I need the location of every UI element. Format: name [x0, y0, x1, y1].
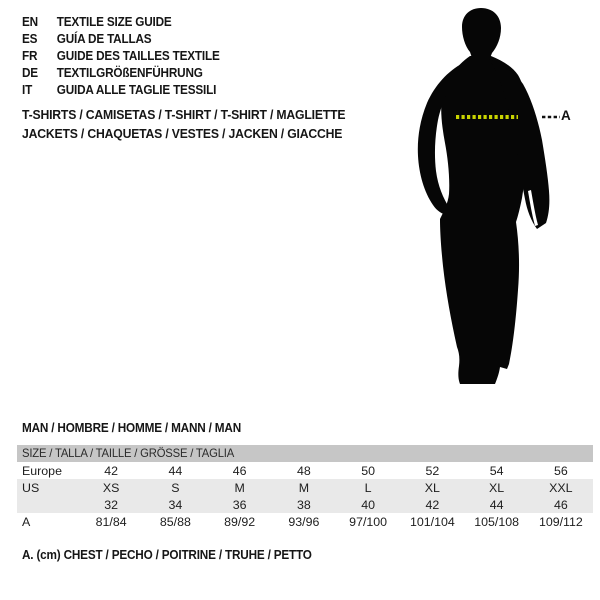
table-cell: XL — [489, 480, 505, 495]
table-cell: 34 — [168, 497, 183, 512]
row-label: A — [22, 514, 31, 529]
table-header-label: SIZE / TALLA / TAILLE / GRÖSSE / TAGLIA — [22, 446, 235, 460]
table-cell: 42 — [104, 463, 119, 478]
table-cell: 50 — [361, 463, 376, 478]
table-header-bar — [17, 445, 593, 462]
table-cell: 97/100 — [349, 514, 388, 529]
category-tshirts: T-SHIRTS / CAMISETAS / T-SHIRT / T-SHIRT / MAGLIETTE — [22, 107, 346, 122]
language-title: GUÍA DE TALLAS — [56, 31, 152, 46]
table-cell: 81/84 — [95, 514, 127, 529]
table-cell: 32 — [104, 497, 119, 512]
table-cell: 54 — [489, 463, 504, 478]
language-row — [22, 13, 220, 30]
section-title-man: MAN / HOMBRE / HOMME / MANN / MAN — [22, 421, 242, 435]
table-cell: 101/104 — [409, 514, 455, 529]
language-code: EN — [22, 14, 38, 29]
table-cell: 46 — [232, 463, 247, 478]
table-cell: 42 — [425, 497, 440, 512]
table-cell: XXL — [549, 480, 573, 495]
language-code: FR — [22, 48, 38, 63]
language-title: TEXTILGRÖßENFÜHRUNG — [56, 65, 203, 80]
language-title: GUIDA ALLE TAGLIE TESSILI — [56, 82, 217, 97]
row-label: US — [22, 480, 40, 495]
man-silhouette-figure — [404, 7, 562, 387]
table-cell: 85/88 — [159, 514, 191, 529]
size-table — [17, 445, 593, 530]
table-row-us — [17, 479, 593, 496]
language-title: TEXTILE SIZE GUIDE — [56, 14, 172, 29]
language-row — [22, 47, 220, 64]
row-label: Europe — [22, 463, 62, 478]
table-cell: L — [364, 480, 372, 495]
language-list — [22, 13, 220, 98]
language-code: ES — [22, 31, 38, 46]
language-row — [22, 30, 220, 47]
language-title: GUIDE DES TAILLES TEXTILE — [56, 48, 220, 63]
language-code: IT — [22, 82, 33, 97]
language-row — [22, 64, 220, 81]
footnote-chest-legend: A. (cm) CHEST / PECHO / POITRINE / TRUHE / PETTO — [22, 548, 312, 562]
table-cell: 48 — [296, 463, 311, 478]
table-cell: 38 — [296, 497, 311, 512]
table-cell: S — [171, 480, 180, 495]
table-cell: M — [298, 480, 310, 495]
language-code: DE — [22, 65, 38, 80]
table-cell: 93/96 — [288, 514, 320, 529]
man-silhouette-icon — [404, 7, 562, 387]
table-cell: XL — [424, 480, 440, 495]
table-cell: 52 — [425, 463, 440, 478]
table-cell: 36 — [232, 497, 247, 512]
table-cell: M — [234, 480, 245, 495]
table-cell: 44 — [168, 463, 183, 478]
table-row-chest-a — [17, 513, 593, 530]
category-lines — [22, 106, 345, 143]
table-cell: 46 — [553, 497, 568, 512]
table-cell: 105/108 — [474, 514, 520, 529]
table-cell: 56 — [553, 463, 568, 478]
table-cell: 44 — [489, 497, 504, 512]
language-row — [22, 81, 220, 98]
table-cell: 40 — [361, 497, 376, 512]
measure-label-a: A — [561, 108, 571, 123]
table-row-us-numeric — [17, 496, 593, 513]
table-row-europe — [17, 462, 593, 479]
table-cell: 89/92 — [224, 514, 256, 529]
table-cell: XS — [102, 480, 120, 495]
category-jackets: JACKETS / CHAQUETAS / VESTES / JACKEN / GIACCHE — [22, 125, 343, 141]
table-cell: 109/112 — [538, 514, 583, 529]
